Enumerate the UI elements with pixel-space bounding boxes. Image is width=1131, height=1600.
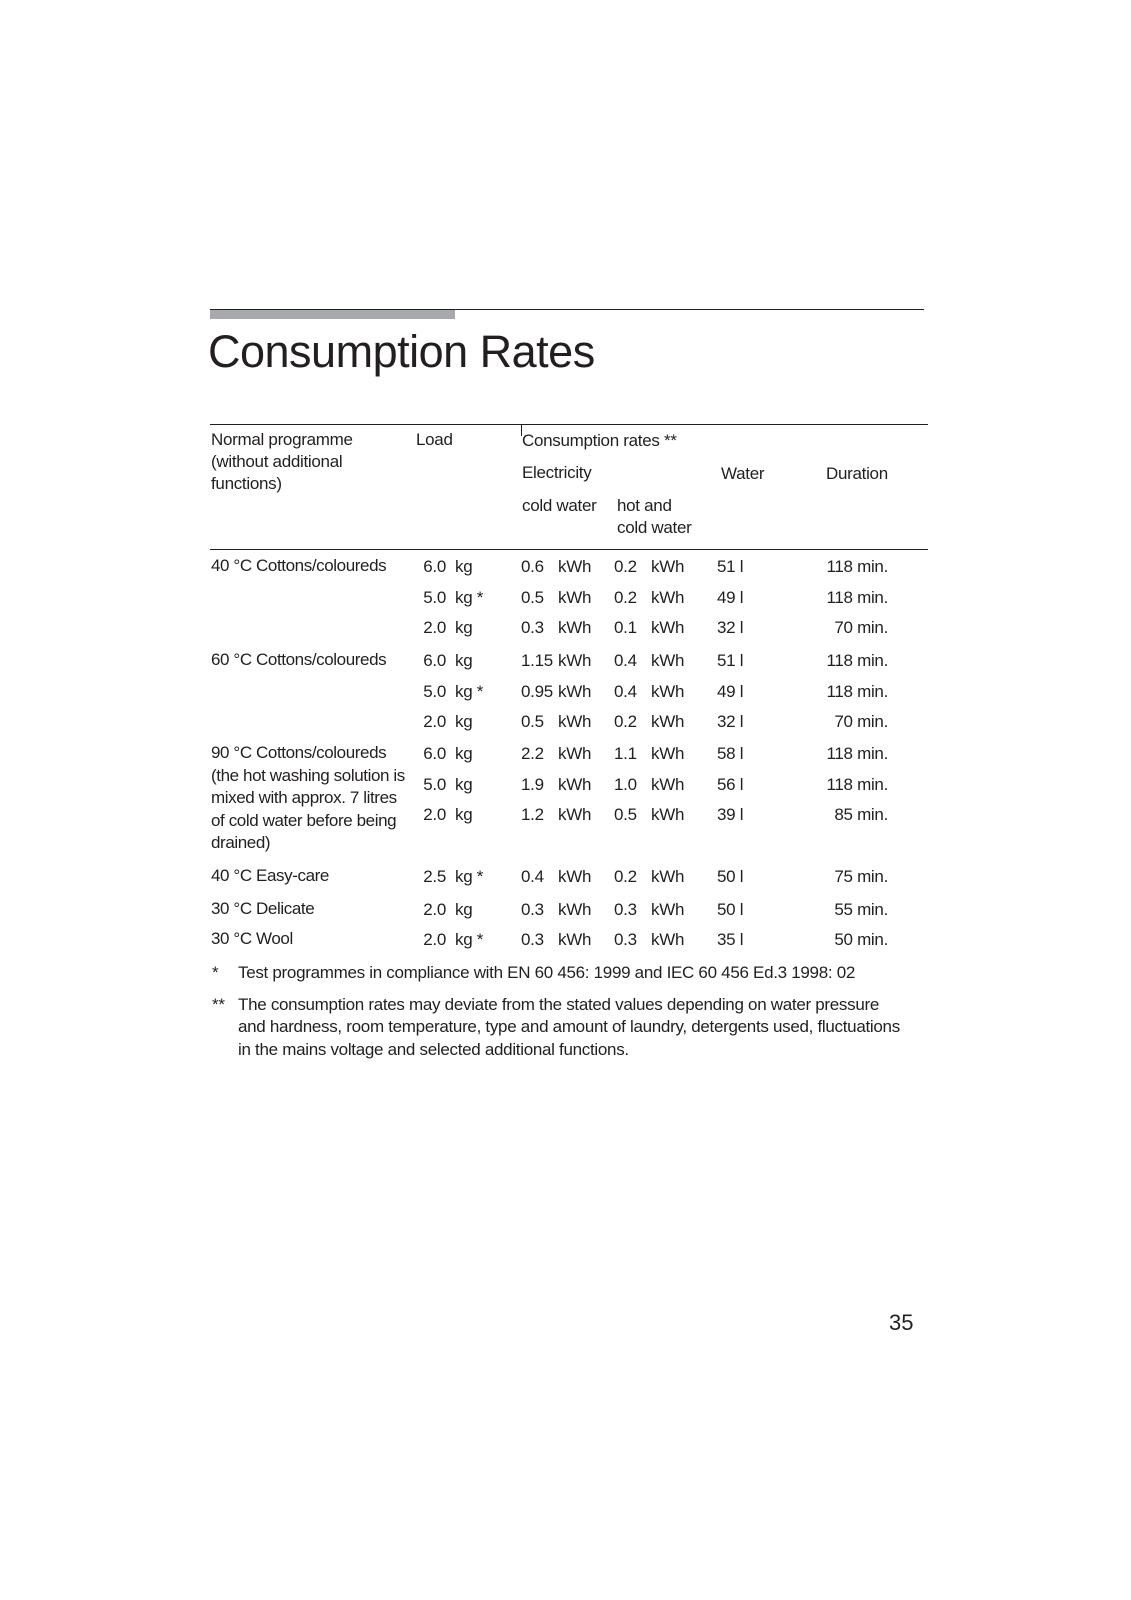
cell-cold: 2.2 (521, 744, 544, 763)
cell-hot: 1.1 (614, 744, 637, 763)
cell-duration: 118 min. (826, 744, 888, 763)
cell-water: 49 l (717, 587, 744, 607)
cell-water: 39 l (717, 805, 744, 824)
footnote-mark: ** (212, 994, 225, 1014)
footnotes (210, 962, 900, 1070)
cell-load-unit: kg * (455, 681, 484, 701)
cell-duration: 75 min. (834, 867, 888, 886)
programme-name: 40 °C Easy-care (211, 866, 329, 885)
programme-name: 90 °C Cottons/coloureds (the hot washing solution is mixed with approx. 7 litres of cold water before being drained) (211, 743, 405, 852)
cell-duration: 70 min. (834, 618, 888, 637)
cell-cold: 0.5 (521, 712, 544, 731)
cell-load: 6.0 (423, 557, 446, 576)
cell-water: 58 l (717, 744, 744, 763)
cell-cold-unit: kWh (558, 744, 592, 763)
cell-hot: 1.0 (614, 774, 637, 794)
cell-duration: 118 min. (826, 651, 888, 670)
cell-load: 2.0 (423, 712, 446, 731)
cell-hot-unit: kWh (651, 867, 685, 886)
footnote-1 (210, 962, 900, 985)
cell-hot: 0.3 (614, 930, 637, 949)
cell-hot: 0.3 (614, 900, 637, 919)
cell-cold-unit: kWh (558, 618, 592, 637)
programme-group (210, 861, 928, 894)
cell-cold: 0.3 (521, 930, 544, 949)
table-row (210, 799, 928, 830)
cell-cold: 0.3 (521, 900, 544, 919)
header-consumption: Consumption rates ** (522, 431, 677, 450)
cell-water: 35 l (717, 930, 744, 949)
programme-name: 40 °C Cottons/coloureds (211, 556, 387, 575)
cell-load-unit: kg (455, 900, 473, 919)
footnote-mark: * (212, 963, 219, 982)
page-number: 35 (889, 1310, 914, 1335)
cell-cold: 1.2 (521, 805, 544, 824)
cell-hot: 0.2 (614, 867, 637, 886)
cell-hot: 0.4 (614, 651, 637, 670)
header-electricity: Electricity (522, 463, 592, 482)
table-row (210, 582, 928, 613)
cell-hot: 0.2 (614, 557, 637, 576)
cell-cold-unit: kWh (558, 805, 592, 824)
cell-hot-unit: kWh (651, 805, 685, 824)
cell-cold: 0.5 (521, 587, 544, 607)
consumption-table (210, 424, 928, 949)
table-row (210, 769, 928, 800)
cell-load-unit: kg (455, 618, 473, 637)
cell-cold-unit: kWh (558, 557, 592, 576)
cell-load: 2.0 (423, 618, 446, 637)
cell-hot-unit: kWh (651, 681, 685, 701)
cell-water: 51 l (717, 651, 744, 670)
programme-group (210, 551, 928, 645)
cell-load: 2.0 (423, 805, 446, 824)
table-row (210, 738, 928, 769)
footnote-text: Test programmes in compliance with EN 60 456: 1999 and IEC 60 456 Ed.3 1998: 02 (238, 963, 856, 982)
cell-duration: 118 min. (826, 774, 888, 794)
cell-load-unit: kg (455, 712, 473, 731)
cell-hot-unit: kWh (651, 587, 685, 607)
table-row (210, 706, 928, 737)
cell-cold-unit: kWh (558, 681, 592, 701)
cell-cold-unit: kWh (558, 712, 592, 731)
cell-hot-unit: kWh (651, 557, 685, 576)
footnote-2 (210, 994, 900, 1062)
programme-name: 30 °C Wool (211, 929, 293, 948)
cell-load-unit: kg * (455, 867, 484, 886)
programme-group (210, 894, 928, 924)
programme-group (210, 645, 928, 738)
cell-duration: 55 min. (834, 900, 888, 919)
cell-hot: 0.2 (614, 712, 637, 731)
cell-load-unit: kg * (455, 930, 484, 949)
cell-hot-unit: kWh (651, 930, 685, 949)
cell-cold-unit: kWh (558, 587, 592, 607)
cell-duration: 118 min. (826, 587, 888, 607)
table-row (210, 861, 928, 892)
cell-hot-unit: kWh (651, 651, 685, 670)
cell-load: 5.0 (423, 774, 446, 794)
header-duration: Duration (826, 464, 888, 483)
cell-cold: 1.9 (521, 774, 544, 794)
cell-cold: 0.6 (521, 557, 544, 576)
cell-duration: 70 min. (834, 712, 888, 731)
cell-load: 6.0 (423, 651, 446, 670)
cell-load: 5.0 (423, 681, 446, 701)
cell-water: 56 l (717, 774, 744, 794)
cell-cold-unit: kWh (558, 651, 592, 670)
programme-group (210, 738, 928, 861)
cell-load: 2.0 (423, 900, 446, 919)
header-load: Load (416, 430, 453, 449)
cell-hot-unit: kWh (651, 618, 685, 637)
programme-group (210, 924, 928, 955)
cell-hot-unit: kWh (651, 900, 685, 919)
cell-hot-unit: kWh (651, 774, 685, 794)
table-row (210, 551, 928, 582)
cell-load: 5.0 (423, 587, 446, 607)
cell-hot: 0.1 (614, 618, 637, 637)
header-hot-and-cold-line1: hot and (617, 496, 672, 515)
cell-cold-unit: kWh (558, 930, 592, 949)
cell-duration: 50 min. (834, 930, 888, 949)
cell-hot-unit: kWh (651, 712, 685, 731)
programme-name: 30 °C Delicate (211, 899, 315, 918)
table-row (210, 894, 928, 925)
cell-water: 32 l (717, 618, 744, 637)
header-programme: Normal programme (without additional functions) (211, 430, 353, 493)
cell-load-unit: kg (455, 805, 473, 824)
header-water: Water (721, 464, 765, 483)
cell-load-unit: kg (455, 774, 473, 794)
table-row (210, 676, 928, 707)
cell-cold-unit: kWh (558, 774, 592, 794)
cell-cold: 1.15 (521, 651, 553, 670)
table-header (210, 424, 928, 550)
cell-load-unit: kg (455, 744, 473, 763)
header-hot-and-cold-line2: cold water (617, 518, 692, 537)
cell-water: 49 l (717, 681, 744, 701)
cell-water: 50 l (717, 900, 744, 919)
cell-cold: 0.95 (521, 681, 553, 701)
section-bar (210, 310, 455, 319)
page-title: Consumption Rates (208, 326, 595, 377)
cell-hot: 0.2 (614, 587, 637, 607)
table-row (210, 612, 928, 643)
cell-cold: 0.4 (521, 867, 544, 886)
cell-load-unit: kg * (455, 587, 484, 607)
cell-load-unit: kg (455, 651, 473, 670)
cell-hot-unit: kWh (651, 744, 685, 763)
cell-cold-unit: kWh (558, 867, 592, 886)
cell-load: 2.0 (423, 930, 446, 949)
cell-hot: 0.4 (614, 681, 637, 701)
cell-cold-unit: kWh (558, 900, 592, 919)
cell-water: 51 l (717, 557, 744, 576)
cell-duration: 118 min. (826, 681, 888, 701)
cell-load: 2.5 (423, 867, 446, 886)
cell-cold: 0.3 (521, 618, 544, 637)
cell-water: 50 l (717, 867, 744, 886)
cell-duration: 85 min. (834, 805, 888, 824)
table-row (210, 645, 928, 676)
footnote-text: The consumption rates may deviate from the stated values depending on water pressure and hardness, room temperature, type and amount of laundry, detergents used, fluctuations in the mains voltage and selected additional functions. (238, 994, 900, 1059)
cell-load: 6.0 (423, 744, 446, 763)
cell-hot: 0.5 (614, 805, 637, 824)
table-row (210, 924, 928, 955)
header-cold-water: cold water (522, 496, 597, 515)
cell-load-unit: kg (455, 557, 473, 576)
cell-duration: 118 min. (826, 557, 888, 576)
cell-water: 32 l (717, 712, 744, 731)
programme-name: 60 °C Cottons/coloureds (211, 650, 387, 669)
